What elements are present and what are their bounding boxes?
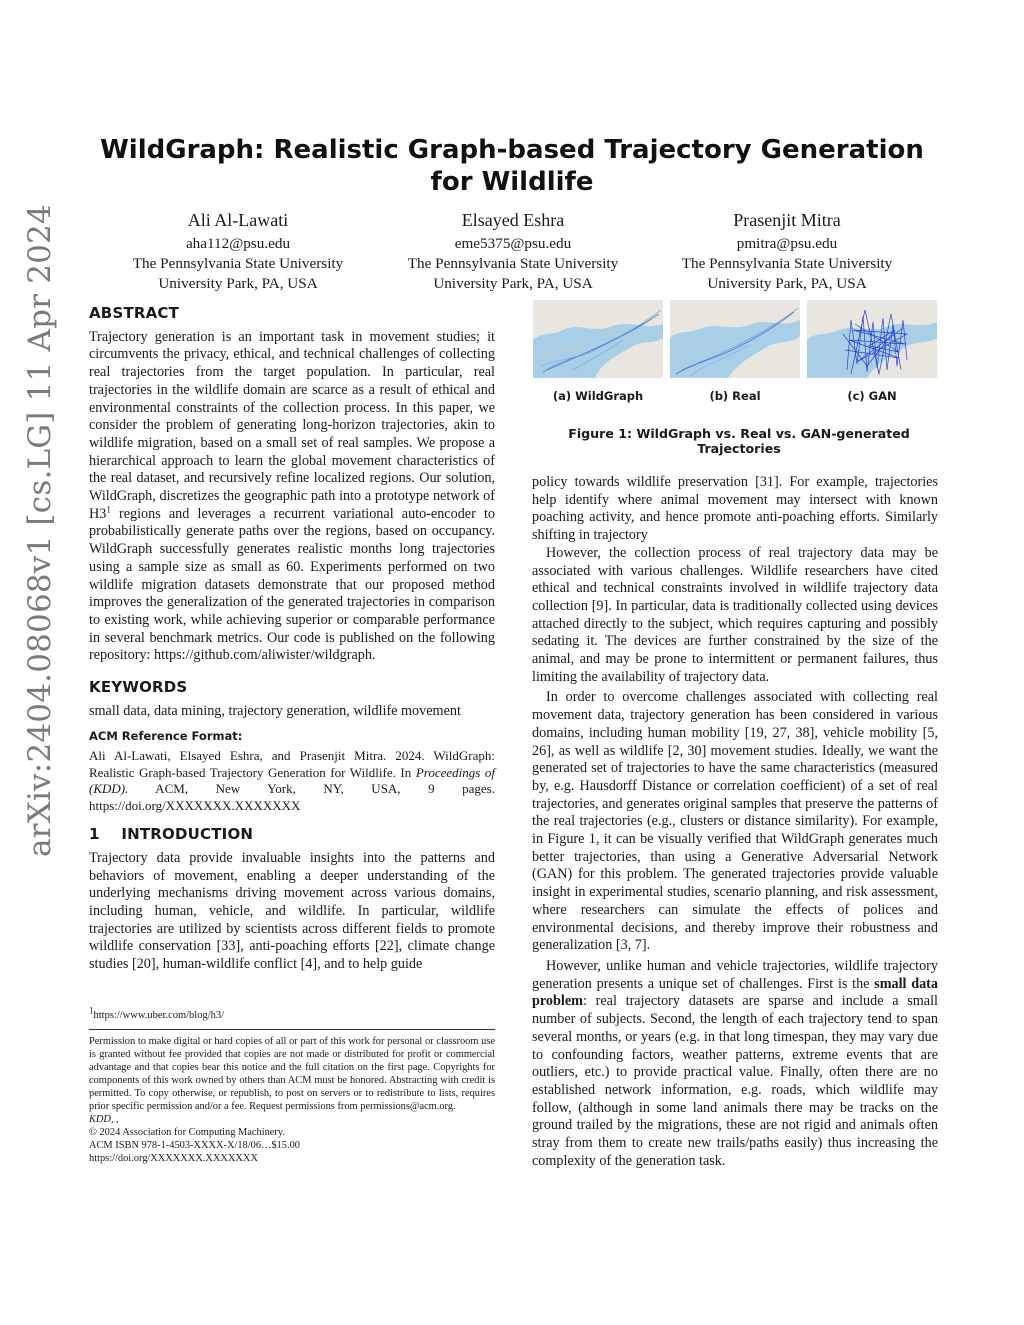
paper-title: WildGraph: Realistic Graph-based Trajectory Generation for Wildlife: [100, 135, 924, 197]
author-location: University Park, PA, USA: [707, 275, 867, 292]
author-name: Prasenjit Mitra: [733, 210, 841, 230]
author-name: Ali Al-Lawati: [187, 210, 289, 230]
map-real-image: [670, 300, 800, 378]
intro-paragraph-1-continued: policy towards wildlife preservation [31]. For example, trajectories help identify where animal movement may intersect with known poaching activity, and hence promote anti-poaching efforts. Similarly shifting in trajectory: [532, 474, 938, 544]
map-real: [670, 300, 800, 378]
footnote-rule: [89, 1029, 495, 1030]
keywords-text: small data, data mining, trajectory generation, wildlife movement: [89, 702, 461, 719]
author-1: [98, 208, 378, 294]
author-email: pmitra@psu.edu: [736, 235, 838, 252]
doi: https://doi.org/XXXXXXX.XXXXXXX: [89, 1153, 258, 1164]
intro-paragraph-1: Trajectory data provide invaluable insights into the patterns and behaviors of movement, enabling a deeper understanding of the underlying mechanisms driving movement across various domains, including human, vehicle, and wildlife. In particular, wildlife trajectories are utilized by scientists across different fields to promote wildlife conservation [33], anti-poaching efforts [22], climate change studies [20], human-wildlife conflict [4], and to help guide: [89, 849, 495, 973]
intro-paragraph-4: However, unlike human and vehicle trajectories, wildlife trajectory generation presents a unique set of challenges. First is the small data problem: real trajectory datasets are sparse and include a small number of subjects. Second, the length of each trajectory tend to span several months, or years (e.g. in that long timespan, they may vary due to confounding factors, weather patterns, extreme events that are outliers, etc.) to provide practical value. Finally, often there are no established network information, e.g. roads, which wildlife may follow, (although in some land animals there may be tracks on the ground trailed by the migrations, these are not rigid and animals often stray from them to create new trails/paths easily) thus increasing the complexity of the generation task.: [532, 957, 938, 1169]
map-wildgraph: [533, 300, 663, 378]
intro-paragraph-2: However, the collection process of real trajectory data may be associated with various challenges. Wildlife researchers have cited ethical and technical constraints involved in wildlife trajectory data collection [9]. In particular, data is traditionally collected using devices attached directly to the subject, which requires capturing and possibly sedating it. The devices are further constrained by the size of the animal, and may be prone to intermittent or permanent failures, thus limiting the availability of trajectory data.: [532, 544, 938, 685]
subfigure-label-c: (c) GAN: [847, 389, 897, 403]
abstract-text: Trajectory generation is an important task in movement studies; it circumvents the privacy, ethical, and technical challenges of collecting real trajectories from the target population. In particular, real trajectories in the wildlife domain are scarce as a result of ethical and environmental constraints of the collection process. In this paper, we consider the problem of generating long-horizon trajectories, akin to wildlife migration, based on a small set of real samples. We propose a hierarchical approach to learn the global movement characteristics of the real dataset, and recursively refine localized regions. Our solution, WildGraph, discretizes the geographic path into a prototype network of $H3^1$ regions and leverages a recurrent variational auto-encoder to probabilistically generate paths over the regions, based on occupancy. WildGraph successfully generates realistic months long trajectories using a sample size as small as 60. Experiments performed on two wildlife migration datasets demonstrate that our proposed method improves the generalization of the generated trajectories in comparison to existing work, while achieving superior or comparable performance in several benchmark metrics. Our code is published on the following repository: https://github.com/aliwister/wildgraph.: [89, 328, 495, 664]
keywords-heading: KEYWORDS: [89, 678, 188, 697]
isbn: ACM ISBN 978-1-4503-XXXX-X/18/06…$15.00: [89, 1140, 300, 1151]
map-gan-image: [807, 300, 937, 378]
section-heading: 1 INTRODUCTION: [89, 825, 254, 844]
map-wildgraph-image: [533, 300, 663, 378]
author-affiliation: The Pennsylvania State University: [681, 255, 893, 272]
intro-paragraph-3: In order to overcome challenges associated with collecting real movement data, trajectory generation has been considered in various domains, including human mobility [19, 27, 38], vehicle mobility [5, 26], as well as wildlife [2, 30] movement studies. Ideally, we want the generated set of trajectories to have the same characteristics (measured by, e.g. Hausdorff Distance or correlation coefficient) of a set of real trajectories, and generates original samples that preserve the patterns of the real trajectories (e.g., clusters or distance similarity). For example, in Figure 1, it can be visually verified that WildGraph generates much better trajectories, than using a Generative Adversarial Network (GAN) for this problem. The generated trajectories provide valuable insight in experimental studies, scenario planning, and risk assessment, where researchers can simulate the effects of polices and environmental decisions, and thereby improve their robustness and generalization [3, 7].: [532, 689, 938, 954]
author-name: Elsayed Eshra: [461, 210, 565, 230]
acm-ref-heading: ACM Reference Format:: [89, 729, 243, 744]
venue: KDD, ,: [89, 1114, 119, 1125]
arxiv-identifier: arXiv:2404.08068v1 [cs.LG] 11 Apr 2024: [22, 204, 58, 857]
footnote: $^1$https://www.uber.com/blog/h3/: [89, 1005, 225, 1021]
permission-block: [89, 1035, 495, 1165]
author-affiliation: The Pennsylvania State University: [132, 255, 344, 272]
subfigure-label-a: (a) WildGraph: [552, 389, 644, 403]
author-2: [373, 208, 653, 294]
author-location: University Park, PA, USA: [433, 275, 593, 292]
author-location: University Park, PA, USA: [158, 275, 318, 292]
subfigure-label-b: (b) Real: [709, 389, 761, 403]
author-3: [647, 208, 927, 294]
author-email: eme5375@psu.edu: [454, 235, 572, 252]
footnote-mark: 1: [106, 504, 111, 514]
author-affiliation: The Pennsylvania State University: [407, 255, 619, 272]
left-column: [89, 305, 495, 974]
map-gan: [807, 300, 937, 378]
author-email: aha112@psu.edu: [185, 235, 291, 252]
right-column: [532, 474, 938, 1170]
abstract-heading: ABSTRACT: [89, 304, 180, 322]
figure-caption: Figure 1: WildGraph vs. Real vs. GAN-generated Trajectories: [568, 426, 910, 456]
permission-text: Permission to make digital or hard copies of all or part of this work for personal or classroom use is granted without fee provided that copies are not made or distributed for profit or commercial advantage and that copies bear this notice and the full citation on the first page. Copyrights for components of this work owned by others than ACM must be honored. Abstracting with credit is permitted. To copy otherwise, or republish, to post on servers or to redistribute to lists, requires prior specific permission and/or a fee. Request permissions from permissions@acm.org.: [89, 1036, 495, 1112]
copyright: © 2024 Association for Computing Machinery.: [89, 1127, 285, 1138]
acm-ref-text: Ali Al-Lawati, Elsayed Eshra, and Prasenjit Mitra. 2024. WildGraph: Realistic Graph-based Trajectory Generation for Wildlife. In Proceedings of (KDD). ACM, New York, NY, USA, 9 pages. https://doi.org/XXXXXXX.XXXXXXX: [89, 748, 495, 813]
